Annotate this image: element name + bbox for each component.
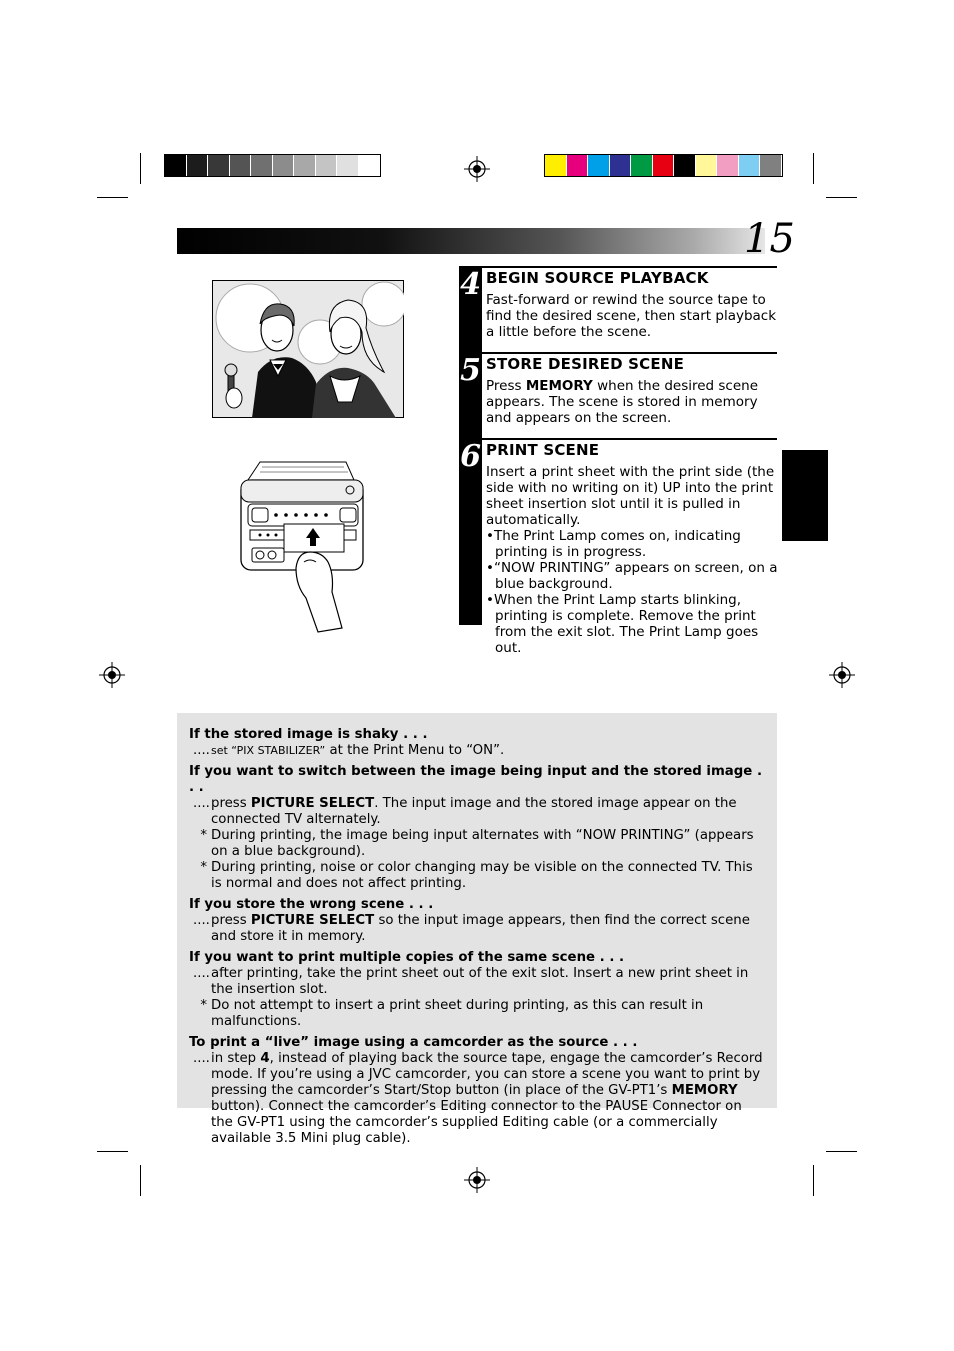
- step-6-bullet: •The Print Lamp comes on, indicating printing is in progress.: [486, 528, 741, 560]
- printer-insert-illustration: [238, 458, 368, 634]
- crop-mark: [140, 153, 141, 184]
- notes-box: If the stored image is shaky . . . .... set “PIX STABILIZER” at the Print Menu to “ON”. If you want to switch between the image being input and the stored image . . . .... press PICTURE SELECT. The input image and the stored image appear on the connected TV alternately. * During printing, the image being input alternates with “NOW PRINTING” (appears on a blue background). * During printing, noise or color changing may be visible on the connected TV. This is normal and does not affect printing. If you store the wrong scene . . . .... press PICTURE SELECT so the input image appears, then find the correct scene and store it in memory. If you want to print multiple copies of the same scene . . . .... after printing, take the print sheet out of the exit slot. Insert a new print sheet in the insertion slot. * Do not attempt to insert a print sheet during printing, as this can result in malfunctions. To print a “live” image using a camcorder as the source . . . .... in step 4, instead of playing back the source tape, engage the camcorder’s Record mode. If you’re using a JVC camcorder, you can store a scene you want to print by pressing the camcorder’s Start/Stop button (in place of the GV-PT1’s MEMORY button). Connect the camcorder’s Editing connector to the PAUSE Connector on the GV-PT1 using the camcorder’s supplied Editing cable (or a commercially available 3.5 Mini plug cable).: [177, 713, 777, 1108]
- color-swatch: [588, 155, 610, 176]
- memory-label: MEMORY: [525, 378, 593, 394]
- step-5-text: Press MEMORY when the desired scene appears. The scene is stored in memory and appears on the screen.: [486, 378, 759, 426]
- note-heading: If you store the wrong scene . . .: [189, 897, 434, 912]
- color-swatch: [230, 155, 252, 176]
- step-5-number: 5: [460, 353, 481, 388]
- crop-mark: [826, 197, 857, 198]
- step-6-title: PRINT SCENE: [486, 441, 600, 459]
- color-swatch: [294, 155, 316, 176]
- color-swatch: [187, 155, 209, 176]
- header-bar: [177, 228, 765, 254]
- step-5-title: STORE DESIRED SCENE: [486, 355, 685, 373]
- step-6-rule: [459, 438, 777, 440]
- crop-mark: [813, 153, 814, 184]
- tv-scene-illustration: [212, 280, 404, 418]
- step-4-title: BEGIN SOURCE PLAYBACK: [486, 269, 709, 287]
- registration-mark-icon: [464, 1167, 490, 1193]
- step-4-text: Fast-forward or rewind the source tape to find the desired scene, then start playback a little before the scene.: [486, 292, 777, 340]
- step-6-bullet: •When the Print Lamp starts blinking, printing is complete. Remove the print from the exit slot. The Print Lamp goes out.: [486, 592, 759, 656]
- color-bar: [544, 154, 783, 177]
- color-swatch: [359, 155, 381, 176]
- crop-mark: [97, 197, 128, 198]
- registration-mark-icon: [829, 662, 855, 688]
- color-swatch: [674, 155, 696, 176]
- registration-mark-icon: [464, 156, 490, 182]
- color-swatch: [739, 155, 761, 176]
- page-number: 15: [744, 216, 795, 262]
- step-4-number: 4: [460, 267, 481, 302]
- note-heading: If the stored image is shaky . . .: [189, 727, 428, 742]
- color-swatch: [208, 155, 230, 176]
- note-heading: If you want to print multiple copies of the same scene . . .: [189, 950, 625, 965]
- crop-mark: [826, 1151, 857, 1152]
- color-swatch: [545, 155, 567, 176]
- color-swatch: [273, 155, 295, 176]
- step-6-text: Insert a print sheet with the print side (the side with no writing on it) UP into the print sheet insertion slot until it is pulled in automatically. •The Print Lamp comes on, indicating printing is in progress. •“NOW PRINTING” appears on screen, on a blue background. •When the Print Lamp starts blinking, printing is complete. Remove the print from the exit slot. The Print Lamp goes out.: [486, 464, 781, 656]
- note-heading: If you want to switch between the image being input and the stored image . . .: [189, 764, 762, 795]
- crop-mark: [813, 1165, 814, 1196]
- step-5-rule: [459, 352, 777, 354]
- note-heading: To print a “live” image using a camcorder as the source . . .: [189, 1035, 638, 1050]
- side-tab: [782, 450, 828, 541]
- crop-mark: [97, 1151, 128, 1152]
- color-swatch: [717, 155, 739, 176]
- registration-mark-icon: [99, 662, 125, 688]
- step-6-number: 6: [460, 439, 481, 474]
- gray-color-bar: [164, 154, 381, 177]
- color-swatch: [696, 155, 718, 176]
- crop-mark: [140, 1165, 141, 1196]
- step-6-bullet: •“NOW PRINTING” appears on screen, on a blue background.: [486, 560, 778, 592]
- color-swatch: [251, 155, 273, 176]
- color-swatch: [567, 155, 589, 176]
- color-swatch: [610, 155, 632, 176]
- step-4-rule: [459, 266, 777, 268]
- color-swatch: [653, 155, 675, 176]
- color-swatch: [631, 155, 653, 176]
- color-swatch: [337, 155, 359, 176]
- color-swatch: [165, 155, 187, 176]
- color-swatch: [760, 155, 782, 176]
- color-swatch: [316, 155, 338, 176]
